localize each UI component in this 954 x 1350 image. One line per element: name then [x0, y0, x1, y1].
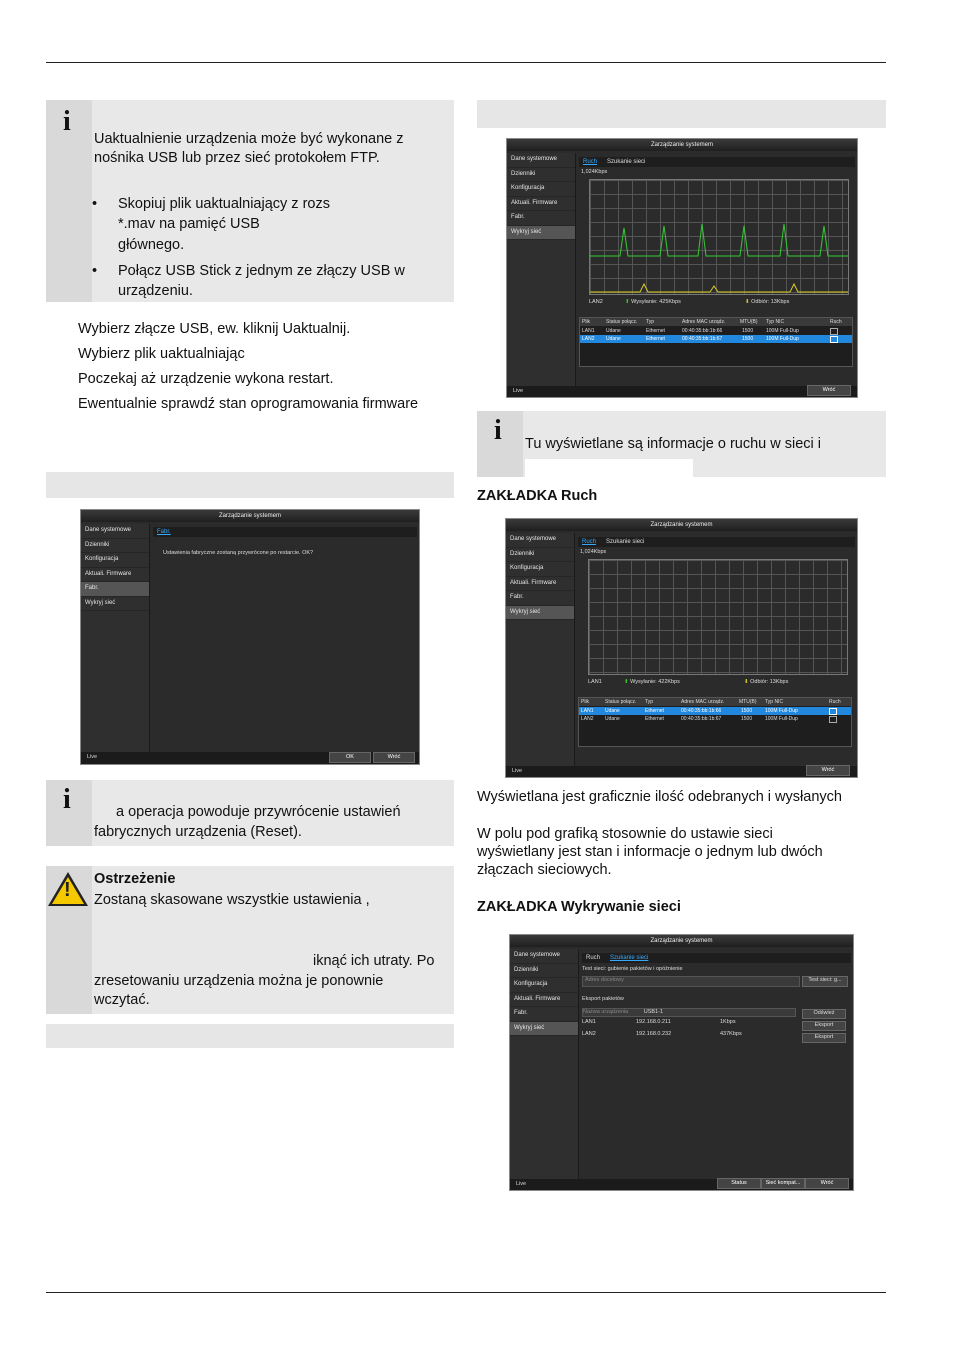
- window-title: Zarządzanie systemem: [81, 510, 419, 522]
- traffic-icon[interactable]: [829, 716, 837, 723]
- info-text-line: Uaktualnienie urządzenia może być wykonane z: [94, 131, 404, 147]
- table-row-selected[interactable]: LAN2 Udane Ethernet 00:40:35:bb:1b:67 1500 100M Full-Dup: [580, 335, 852, 343]
- menu-item[interactable]: Fabr.: [510, 1007, 578, 1022]
- tab-ruch[interactable]: Ruch: [582, 539, 597, 545]
- menu-item[interactable]: Konfiguracja: [510, 978, 578, 993]
- kbps-label: 1,024Kbps: [580, 549, 607, 555]
- traffic-icon[interactable]: [830, 328, 838, 335]
- live-button[interactable]: Live: [516, 1181, 527, 1187]
- info-white-patch: [525, 459, 693, 477]
- menu-item[interactable]: Aktuali. Firmware: [507, 197, 575, 212]
- traffic-chart: [588, 559, 848, 675]
- warning-title: Ostrzeżenie: [94, 871, 176, 887]
- warning-box: ! Ostrzeżenie Zostaną skasowane wszystkie ustawienia , iknąć ich utraty. Po zresetowaniu urządzenia można je ponownie wczytać.: [46, 866, 454, 1014]
- lan-label: LAN2: [589, 299, 603, 305]
- table-row[interactable]: LAN1 Udane Ethernet 00:40:35:bb:1b:66 1500 100M Full-Dup: [580, 327, 852, 335]
- step-item: Wybierz plik uaktualniając: [78, 346, 245, 362]
- sidebar: [510, 949, 579, 1180]
- send-line: [590, 224, 848, 256]
- table-header: Plik Status połącz. Typ Adres MAC urządz. MTU(B) Typ NIC Ruch: [579, 698, 851, 706]
- live-button[interactable]: Live: [513, 388, 524, 394]
- section-bar: [46, 472, 454, 498]
- menu-item[interactable]: Dane systemowe: [81, 524, 149, 539]
- recv-value: Odbiór: 13Kbps: [750, 679, 789, 685]
- status-button[interactable]: Status: [717, 1178, 761, 1189]
- window-title: Zarządzanie systemem: [506, 519, 857, 531]
- tab-bar: [582, 953, 851, 963]
- warning-text: iknąć ich utraty. Po: [313, 953, 435, 969]
- menu-item[interactable]: Fabr.: [507, 211, 575, 226]
- menu-item[interactable]: Aktuali. Firmware: [506, 577, 574, 592]
- bottom-rule: [46, 1292, 886, 1293]
- section-bar: [46, 1024, 454, 1048]
- back-button[interactable]: Wróć: [806, 765, 850, 776]
- menu-item[interactable]: Dzienniki: [506, 548, 574, 563]
- footer-bar: [507, 386, 857, 397]
- menu-item[interactable]: Dane systemowe: [510, 949, 578, 964]
- bullet-text: Połącz USB Stick z jednym ze złączy USB w: [118, 263, 405, 279]
- menu-item[interactable]: Dzienniki: [507, 168, 575, 183]
- section-bar: [477, 100, 886, 128]
- window-title: Zarządzanie systemem: [510, 935, 853, 947]
- device-select[interactable]: [582, 1008, 796, 1017]
- net-compat-button[interactable]: Sieć kompat...: [761, 1178, 805, 1189]
- paragraph: W polu pod grafiką stosownie do ustawie sieci: [477, 826, 773, 842]
- traffic-lines: [590, 180, 848, 294]
- lan-row: LAN1 192.168.0.211 1Kbps: [582, 1019, 736, 1025]
- menu-item-selected[interactable]: Fabr.: [81, 582, 149, 597]
- info-text-line: a operacja powoduje przywrócenie ustawień: [116, 804, 401, 820]
- live-button[interactable]: Live: [87, 754, 98, 760]
- screenshot-traffic-lan1: [505, 518, 858, 778]
- send-value: Wysyłanie: 422Kbps: [630, 679, 680, 685]
- menu-item[interactable]: Fabr.: [506, 591, 574, 606]
- reset-message: Ustawienia fabryczne zostaną przywrócone po restarcie. OK?: [163, 550, 314, 556]
- menu-item[interactable]: Aktuali. Firmware: [510, 993, 578, 1008]
- nic-table: [579, 317, 853, 367]
- tab-bar: [578, 537, 855, 547]
- info-text-line: nośnika USB lub przez sieć protokołem FTP.: [94, 150, 380, 166]
- step-item: Poczekaj aż urządzenie wykona restart.: [78, 371, 334, 387]
- info-text-line: fabrycznych urządzenia (Reset).: [94, 824, 302, 840]
- step-item: Ewentualnie sprawdź stan oprogramowania firmware: [78, 396, 419, 412]
- info-icon: i: [63, 784, 71, 815]
- table-header: Plik Status połącz. Typ Adres MAC urządz. MTU(B) Typ NIC Ruch: [580, 318, 852, 326]
- paragraph: wyświetlany jest stan i informacje o jednym lub dwóch: [477, 844, 823, 860]
- export-button[interactable]: Eksport: [802, 1033, 846, 1043]
- screenshot-factory-reset: [80, 509, 420, 765]
- info-icon: i: [63, 106, 71, 137]
- tab-ruch[interactable]: Ruch: [583, 159, 598, 165]
- menu-item[interactable]: Dzienniki: [510, 964, 578, 979]
- warning-text: zresetowaniu urządzenia można je ponownie: [94, 973, 384, 989]
- recv-label: ⬇ Odbiór: 13Kbps: [744, 679, 789, 685]
- sidebar: [507, 153, 576, 387]
- heading-ruch: ZAKŁADKA Ruch: [477, 488, 598, 504]
- back-button[interactable]: Wróć: [373, 752, 415, 763]
- bullet-text: głównego.: [118, 237, 185, 253]
- back-button[interactable]: Wróć: [807, 385, 851, 396]
- send-label: ⬆ Wysyłanie: 425Kbps: [625, 299, 681, 305]
- tab-szukanie[interactable]: Szukanie sieci: [607, 159, 646, 165]
- menu-item-selected[interactable]: Wykryj sieć: [510, 1022, 578, 1037]
- bullet-dot: •: [92, 263, 98, 279]
- tab-ruch[interactable]: Ruch: [586, 955, 601, 961]
- info-box-traffic: [477, 411, 886, 477]
- table-row-selected[interactable]: LAN1 Udane Ethernet 00:40:35:bb:1b:66 1500 100M Full-Dup: [579, 707, 851, 715]
- bullet-text: *.mav na pamięć USB: [118, 216, 260, 232]
- refresh-button[interactable]: Odśwież: [802, 1009, 846, 1019]
- paragraph: złączach sieciowych.: [477, 862, 612, 878]
- menu-item[interactable]: Dzienniki: [81, 539, 149, 554]
- export-label: Eksport pakietów: [582, 996, 624, 1002]
- info-box-reset: [46, 780, 454, 846]
- export-button[interactable]: Eksport: [802, 1021, 846, 1031]
- recv-value: Odbiór: 13Kbps: [751, 299, 790, 305]
- back-button[interactable]: Wróć: [805, 1178, 849, 1189]
- send-value: Wysyłanie: 425Kbps: [631, 299, 681, 305]
- bullet-dot: •: [92, 196, 98, 212]
- traffic-icon[interactable]: [829, 708, 837, 715]
- warning-text: Zostaną skasowane wszystkie ustawienia ,: [94, 892, 370, 908]
- menu-item[interactable]: Aktuali. Firmware: [81, 568, 149, 583]
- nic-table: [578, 697, 852, 747]
- menu-item[interactable]: Dane systemowe: [507, 153, 575, 168]
- tab-fabr[interactable]: Fabr.: [157, 529, 171, 535]
- info-box-firmware: [46, 100, 454, 302]
- address-input[interactable]: Adres docelowy: [582, 976, 800, 987]
- bullet-text: urządzeniu.: [118, 283, 193, 299]
- menu-item[interactable]: Wykryj sieć: [81, 597, 149, 612]
- menu-item-selected[interactable]: Wykryj sieć: [507, 226, 575, 241]
- tab-szukanie[interactable]: Szukanie sieci: [610, 955, 649, 961]
- bullet-text: Skopiuj plik uaktualniający z rozs: [118, 196, 330, 212]
- lan-row: LAN2 192.168.0.232 437Kbps: [582, 1031, 742, 1037]
- footer-bar: [506, 766, 857, 777]
- tab-szukanie[interactable]: Szukanie sieci: [606, 539, 645, 545]
- screenshot-network-detect: [509, 934, 854, 1191]
- device-value: USB1-1: [643, 1009, 664, 1015]
- sidebar: [81, 524, 150, 752]
- ok-button[interactable]: OK: [329, 752, 371, 763]
- recv-line: [590, 284, 848, 292]
- table-row[interactable]: LAN2 Udane Ethernet 00:40:35:bb:1b:67 1500 100M Full-Dup: [579, 715, 851, 723]
- warning-text: wczytać.: [94, 992, 150, 1008]
- kbps-label: 1,024Kbps: [581, 169, 608, 175]
- heading-wykrywanie: ZAKŁADKA Wykrywanie sieci: [477, 899, 681, 915]
- menu-item[interactable]: Dane systemowe: [506, 533, 574, 548]
- menu-item[interactable]: Konfiguracja: [507, 182, 575, 197]
- lan-label: LAN1: [588, 679, 602, 685]
- sidebar: [506, 533, 575, 767]
- screenshot-traffic-lan2: [506, 138, 858, 398]
- device-label: Nazwa urządzenia: [583, 1009, 629, 1015]
- send-label: ⬆ Wysyłanie: 422Kbps: [624, 679, 680, 685]
- info-icon: i: [494, 415, 502, 446]
- info-text-line: Tu wyświetlane są informacje o ruchu w sieci i: [525, 436, 822, 452]
- traffic-icon[interactable]: [830, 336, 838, 343]
- menu-item[interactable]: Konfiguracja: [506, 562, 574, 577]
- live-button[interactable]: Live: [512, 768, 523, 774]
- test-label: Test sieci: gubienie pakietów i opóźnienie: [582, 966, 683, 972]
- menu-item[interactable]: Konfiguracja: [81, 553, 149, 568]
- recv-label: ⬇ Odbiór: 13Kbps: [745, 299, 790, 305]
- window-title: Zarządzanie systemem: [507, 139, 857, 151]
- test-button[interactable]: Test sieci: g...: [802, 976, 848, 987]
- tab-bar: [153, 527, 417, 537]
- paragraph: Wyświetlana jest graficznie ilość odebranych i wysłanych: [477, 789, 842, 805]
- menu-item-selected[interactable]: Wykryj sieć: [506, 606, 574, 621]
- tab-bar: [579, 157, 855, 167]
- step-item: Wybierz złącze USB, ew. kliknij Uaktualnij.: [78, 321, 351, 337]
- traffic-chart: [589, 179, 849, 295]
- top-rule: [46, 62, 886, 63]
